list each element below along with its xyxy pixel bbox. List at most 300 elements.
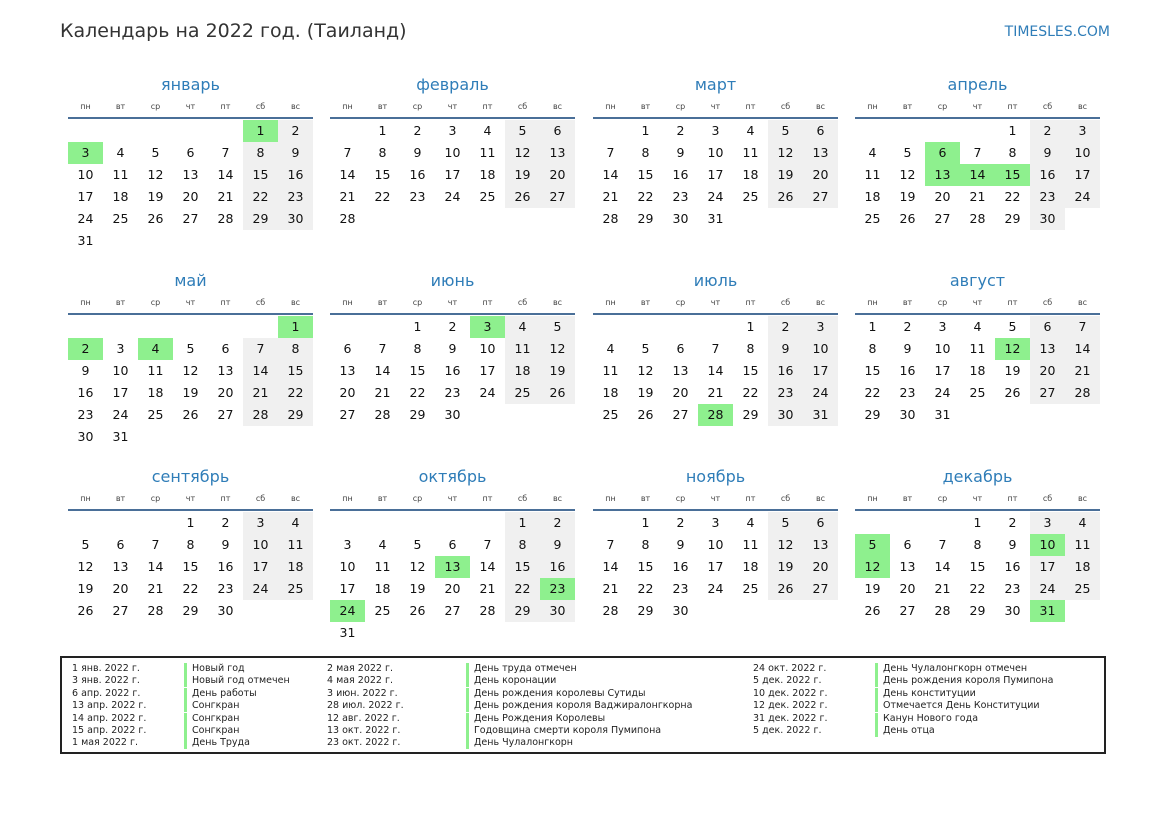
day-cell[interactable]: 16 xyxy=(1004,559,1021,574)
day-cell[interactable]: 23 xyxy=(278,186,313,208)
day-cell[interactable]: 13 xyxy=(925,164,960,186)
day-cell[interactable]: 30 xyxy=(1030,208,1065,230)
day-cell[interactable]: 18 xyxy=(147,385,164,400)
day-cell[interactable]: 2 xyxy=(676,515,685,530)
day-cell[interactable]: 20 xyxy=(899,581,916,596)
day-cell[interactable]: 23 xyxy=(1030,186,1065,208)
day-cell[interactable]: 1 xyxy=(278,316,313,338)
day-cell[interactable]: 9 xyxy=(540,534,575,556)
day-cell[interactable]: 2 xyxy=(1030,120,1065,142)
day-cell[interactable]: 18 xyxy=(864,189,881,204)
day-cell[interactable]: 24 xyxy=(243,578,278,600)
day-cell[interactable]: 17 xyxy=(934,363,951,378)
day-cell[interactable]: 6 xyxy=(221,341,230,356)
day-cell[interactable]: 9 xyxy=(81,363,90,378)
day-cell[interactable]: 27 xyxy=(444,603,461,618)
day-cell[interactable]: 13 xyxy=(803,534,838,556)
day-cell[interactable]: 22 xyxy=(742,385,759,400)
day-cell[interactable]: 2 xyxy=(413,123,422,138)
day-cell[interactable]: 20 xyxy=(934,189,951,204)
day-cell[interactable]: 30 xyxy=(1004,603,1021,618)
day-cell[interactable]: 8 xyxy=(1008,145,1017,160)
day-cell[interactable]: 1 xyxy=(186,515,195,530)
day-cell[interactable]: 19 xyxy=(182,385,199,400)
day-cell[interactable]: 7 xyxy=(938,537,947,552)
day-cell[interactable]: 9 xyxy=(413,145,422,160)
day-cell[interactable]: 26 xyxy=(540,382,575,404)
day-cell[interactable]: 21 xyxy=(339,189,356,204)
day-cell[interactable]: 13 xyxy=(803,142,838,164)
day-cell[interactable]: 30 xyxy=(444,407,461,422)
day-cell[interactable]: 20 xyxy=(803,556,838,578)
day-cell[interactable]: 15 xyxy=(278,360,313,382)
day-cell[interactable]: 8 xyxy=(641,537,650,552)
day-cell[interactable]: 16 xyxy=(768,360,803,382)
day-cell[interactable]: 8 xyxy=(378,145,387,160)
day-cell[interactable]: 5 xyxy=(768,512,803,534)
day-cell[interactable]: 6 xyxy=(803,512,838,534)
day-cell[interactable]: 21 xyxy=(147,581,164,596)
day-cell[interactable]: 12 xyxy=(505,142,540,164)
day-cell[interactable]: 22 xyxy=(374,189,391,204)
day-cell[interactable]: 9 xyxy=(278,142,313,164)
day-cell[interactable]: 14 xyxy=(707,363,724,378)
day-cell[interactable]: 13 xyxy=(182,167,199,182)
day-cell[interactable]: 13 xyxy=(435,556,470,578)
day-cell[interactable]: 10 xyxy=(479,341,496,356)
day-cell[interactable]: 18 xyxy=(602,385,619,400)
day-cell[interactable]: 24 xyxy=(707,189,724,204)
day-cell[interactable]: 16 xyxy=(77,385,94,400)
day-cell[interactable]: 24 xyxy=(112,407,129,422)
day-cell[interactable]: 21 xyxy=(934,581,951,596)
day-cell[interactable]: 30 xyxy=(672,603,689,618)
day-cell[interactable]: 1 xyxy=(378,123,387,138)
day-cell[interactable]: 19 xyxy=(637,385,654,400)
day-cell[interactable]: 2 xyxy=(540,512,575,534)
day-cell[interactable]: 18 xyxy=(1065,556,1100,578)
day-cell[interactable]: 24 xyxy=(1065,186,1100,208)
day-cell[interactable]: 9 xyxy=(676,145,685,160)
day-cell[interactable]: 25 xyxy=(374,603,391,618)
day-cell[interactable]: 8 xyxy=(186,537,195,552)
day-cell[interactable]: 25 xyxy=(742,189,759,204)
day-cell[interactable]: 15 xyxy=(637,167,654,182)
day-cell[interactable]: 14 xyxy=(217,167,234,182)
day-cell[interactable]: 30 xyxy=(77,429,94,444)
day-cell[interactable]: 6 xyxy=(186,145,195,160)
day-cell[interactable]: 1 xyxy=(505,512,540,534)
day-cell[interactable]: 11 xyxy=(1065,534,1100,556)
day-cell[interactable]: 29 xyxy=(278,404,313,426)
day-cell[interactable]: 7 xyxy=(221,145,230,160)
day-cell[interactable]: 31 xyxy=(803,404,838,426)
day-cell[interactable]: 26 xyxy=(768,186,803,208)
day-cell[interactable]: 31 xyxy=(707,211,724,226)
day-cell[interactable]: 10 xyxy=(339,559,356,574)
day-cell[interactable]: 28 xyxy=(602,211,619,226)
day-cell[interactable]: 7 xyxy=(483,537,492,552)
day-cell[interactable]: 4 xyxy=(1065,512,1100,534)
day-cell[interactable]: 7 xyxy=(973,145,982,160)
day-cell[interactable]: 21 xyxy=(1065,360,1100,382)
day-cell[interactable]: 18 xyxy=(278,556,313,578)
day-cell[interactable]: 2 xyxy=(221,515,230,530)
day-cell[interactable]: 7 xyxy=(151,537,160,552)
day-cell[interactable]: 17 xyxy=(339,581,356,596)
day-cell[interactable]: 3 xyxy=(1065,120,1100,142)
day-cell[interactable]: 15 xyxy=(637,559,654,574)
day-cell[interactable]: 17 xyxy=(1030,556,1065,578)
day-cell[interactable]: 11 xyxy=(864,167,881,182)
day-cell[interactable]: 15 xyxy=(243,164,278,186)
day-cell[interactable]: 21 xyxy=(602,189,619,204)
day-cell[interactable]: 3 xyxy=(711,123,720,138)
day-cell[interactable]: 29 xyxy=(742,407,759,422)
day-cell[interactable]: 26 xyxy=(768,578,803,600)
day-cell[interactable]: 2 xyxy=(448,319,457,334)
day-cell[interactable]: 6 xyxy=(116,537,125,552)
day-cell[interactable]: 19 xyxy=(77,581,94,596)
day-cell[interactable]: 12 xyxy=(768,142,803,164)
day-cell[interactable]: 23 xyxy=(217,581,234,596)
day-cell[interactable]: 25 xyxy=(278,578,313,600)
day-cell[interactable]: 10 xyxy=(1065,142,1100,164)
day-cell[interactable]: 2 xyxy=(903,319,912,334)
day-cell[interactable]: 23 xyxy=(409,189,426,204)
day-cell[interactable]: 16 xyxy=(444,363,461,378)
day-cell[interactable]: 13 xyxy=(899,559,916,574)
day-cell[interactable]: 7 xyxy=(1065,316,1100,338)
day-cell[interactable]: 8 xyxy=(973,537,982,552)
day-cell[interactable]: 6 xyxy=(448,537,457,552)
day-cell[interactable]: 4 xyxy=(378,537,387,552)
day-cell[interactable]: 16 xyxy=(672,559,689,574)
day-cell[interactable]: 5 xyxy=(186,341,195,356)
day-cell[interactable]: 17 xyxy=(479,363,496,378)
day-cell[interactable]: 29 xyxy=(1004,211,1021,226)
day-cell[interactable]: 28 xyxy=(1065,382,1100,404)
day-cell[interactable]: 20 xyxy=(217,385,234,400)
day-cell[interactable]: 5 xyxy=(768,120,803,142)
day-cell[interactable]: 21 xyxy=(479,581,496,596)
day-cell[interactable]: 3 xyxy=(803,316,838,338)
day-cell[interactable]: 27 xyxy=(182,211,199,226)
day-cell[interactable]: 27 xyxy=(112,603,129,618)
day-cell[interactable]: 27 xyxy=(217,407,234,422)
day-cell[interactable]: 7 xyxy=(243,338,278,360)
day-cell[interactable]: 12 xyxy=(77,559,94,574)
day-cell[interactable]: 20 xyxy=(112,581,129,596)
day-cell[interactable]: 21 xyxy=(217,189,234,204)
day-cell[interactable]: 16 xyxy=(899,363,916,378)
day-cell[interactable]: 9 xyxy=(1008,537,1017,552)
day-cell[interactable]: 25 xyxy=(864,211,881,226)
day-cell[interactable]: 21 xyxy=(243,382,278,404)
day-cell[interactable]: 30 xyxy=(217,603,234,618)
day-cell[interactable]: 31 xyxy=(339,625,356,640)
day-cell[interactable]: 28 xyxy=(339,211,356,226)
day-cell[interactable]: 4 xyxy=(973,319,982,334)
day-cell[interactable]: 3 xyxy=(470,316,505,338)
day-cell[interactable]: 25 xyxy=(479,189,496,204)
day-cell[interactable]: 14 xyxy=(1065,338,1100,360)
day-cell[interactable]: 29 xyxy=(409,407,426,422)
day-cell[interactable]: 14 xyxy=(602,167,619,182)
day-cell[interactable]: 10 xyxy=(803,338,838,360)
day-cell[interactable]: 25 xyxy=(602,407,619,422)
day-cell[interactable]: 26 xyxy=(77,603,94,618)
day-cell[interactable]: 29 xyxy=(864,407,881,422)
day-cell[interactable]: 30 xyxy=(899,407,916,422)
day-cell[interactable]: 9 xyxy=(903,341,912,356)
day-cell[interactable]: 1 xyxy=(973,515,982,530)
day-cell[interactable]: 8 xyxy=(413,341,422,356)
day-cell[interactable]: 10 xyxy=(77,167,94,182)
day-cell[interactable]: 27 xyxy=(899,603,916,618)
day-cell[interactable]: 20 xyxy=(672,385,689,400)
day-cell[interactable]: 28 xyxy=(602,603,619,618)
day-cell[interactable]: 19 xyxy=(147,189,164,204)
day-cell[interactable]: 23 xyxy=(77,407,94,422)
day-cell[interactable]: 28 xyxy=(147,603,164,618)
day-cell[interactable]: 6 xyxy=(540,120,575,142)
day-cell[interactable]: 25 xyxy=(147,407,164,422)
day-cell[interactable]: 22 xyxy=(278,382,313,404)
day-cell[interactable]: 12 xyxy=(540,338,575,360)
day-cell[interactable]: 4 xyxy=(868,145,877,160)
day-cell[interactable]: 7 xyxy=(711,341,720,356)
day-cell[interactable]: 11 xyxy=(969,341,986,356)
day-cell[interactable]: 9 xyxy=(1030,142,1065,164)
day-cell[interactable]: 16 xyxy=(409,167,426,182)
day-cell[interactable]: 9 xyxy=(676,537,685,552)
day-cell[interactable]: 28 xyxy=(217,211,234,226)
day-cell[interactable]: 10 xyxy=(1030,534,1065,556)
day-cell[interactable]: 17 xyxy=(707,559,724,574)
day-cell[interactable]: 13 xyxy=(339,363,356,378)
day-cell[interactable]: 16 xyxy=(1030,164,1065,186)
day-cell[interactable]: 1 xyxy=(1008,123,1017,138)
day-cell[interactable]: 8 xyxy=(505,534,540,556)
day-cell[interactable]: 14 xyxy=(602,559,619,574)
day-cell[interactable]: 11 xyxy=(112,167,129,182)
day-cell[interactable]: 12 xyxy=(637,363,654,378)
day-cell[interactable]: 14 xyxy=(374,363,391,378)
day-cell[interactable]: 29 xyxy=(637,603,654,618)
day-cell[interactable]: 23 xyxy=(1004,581,1021,596)
day-cell[interactable]: 5 xyxy=(540,316,575,338)
day-cell[interactable]: 20 xyxy=(803,164,838,186)
day-cell[interactable]: 22 xyxy=(409,385,426,400)
day-cell[interactable]: 14 xyxy=(147,559,164,574)
day-cell[interactable]: 12 xyxy=(409,559,426,574)
day-cell[interactable]: 31 xyxy=(112,429,129,444)
day-cell[interactable]: 22 xyxy=(637,189,654,204)
day-cell[interactable]: 27 xyxy=(540,186,575,208)
day-cell[interactable]: 4 xyxy=(483,123,492,138)
day-cell[interactable]: 17 xyxy=(243,556,278,578)
day-cell[interactable]: 6 xyxy=(803,120,838,142)
day-cell[interactable]: 12 xyxy=(182,363,199,378)
day-cell[interactable]: 18 xyxy=(112,189,129,204)
day-cell[interactable]: 3 xyxy=(938,319,947,334)
day-cell[interactable]: 27 xyxy=(672,407,689,422)
day-cell[interactable]: 28 xyxy=(698,404,733,426)
day-cell[interactable]: 15 xyxy=(182,559,199,574)
day-cell[interactable]: 12 xyxy=(855,556,890,578)
day-cell[interactable]: 21 xyxy=(374,385,391,400)
day-cell[interactable]: 9 xyxy=(768,338,803,360)
day-cell[interactable]: 12 xyxy=(899,167,916,182)
day-cell[interactable]: 14 xyxy=(243,360,278,382)
day-cell[interactable]: 11 xyxy=(505,338,540,360)
day-cell[interactable]: 1 xyxy=(641,515,650,530)
day-cell[interactable]: 19 xyxy=(768,164,803,186)
day-cell[interactable]: 1 xyxy=(243,120,278,142)
day-cell[interactable]: 28 xyxy=(934,603,951,618)
day-cell[interactable]: 26 xyxy=(505,186,540,208)
day-cell[interactable]: 10 xyxy=(243,534,278,556)
day-cell[interactable]: 18 xyxy=(374,581,391,596)
day-cell[interactable]: 14 xyxy=(934,559,951,574)
day-cell[interactable]: 4 xyxy=(278,512,313,534)
day-cell[interactable]: 14 xyxy=(339,167,356,182)
day-cell[interactable]: 8 xyxy=(641,145,650,160)
day-cell[interactable]: 12 xyxy=(147,167,164,182)
day-cell[interactable]: 25 xyxy=(112,211,129,226)
day-cell[interactable]: 4 xyxy=(606,341,615,356)
day-cell[interactable]: 12 xyxy=(995,338,1030,360)
day-cell[interactable]: 30 xyxy=(672,211,689,226)
day-cell[interactable]: 28 xyxy=(969,211,986,226)
day-cell[interactable]: 18 xyxy=(742,559,759,574)
day-cell[interactable]: 3 xyxy=(448,123,457,138)
day-cell[interactable]: 10 xyxy=(444,145,461,160)
day-cell[interactable]: 5 xyxy=(855,534,890,556)
day-cell[interactable]: 20 xyxy=(540,164,575,186)
day-cell[interactable]: 13 xyxy=(1030,338,1065,360)
day-cell[interactable]: 20 xyxy=(1030,360,1065,382)
day-cell[interactable]: 4 xyxy=(138,338,173,360)
day-cell[interactable]: 18 xyxy=(742,167,759,182)
day-cell[interactable]: 22 xyxy=(637,581,654,596)
day-cell[interactable]: 11 xyxy=(742,537,759,552)
day-cell[interactable]: 19 xyxy=(899,189,916,204)
day-cell[interactable]: 18 xyxy=(479,167,496,182)
day-cell[interactable]: 30 xyxy=(540,600,575,622)
day-cell[interactable]: 11 xyxy=(742,145,759,160)
day-cell[interactable]: 17 xyxy=(112,385,129,400)
day-cell[interactable]: 10 xyxy=(112,363,129,378)
day-cell[interactable]: 5 xyxy=(641,341,650,356)
day-cell[interactable]: 24 xyxy=(803,382,838,404)
day-cell[interactable]: 6 xyxy=(903,537,912,552)
day-cell[interactable]: 29 xyxy=(182,603,199,618)
day-cell[interactable]: 26 xyxy=(864,603,881,618)
day-cell[interactable]: 4 xyxy=(746,123,755,138)
day-cell[interactable]: 26 xyxy=(182,407,199,422)
day-cell[interactable]: 9 xyxy=(221,537,230,552)
day-cell[interactable]: 24 xyxy=(77,211,94,226)
day-cell[interactable]: 23 xyxy=(672,189,689,204)
day-cell[interactable]: 1 xyxy=(746,319,755,334)
day-cell[interactable]: 8 xyxy=(746,341,755,356)
day-cell[interactable]: 27 xyxy=(803,186,838,208)
brand-link[interactable]: TIMESLES.COM xyxy=(1004,24,1110,40)
day-cell[interactable]: 30 xyxy=(278,208,313,230)
day-cell[interactable]: 23 xyxy=(444,385,461,400)
day-cell[interactable]: 23 xyxy=(768,382,803,404)
day-cell[interactable]: 19 xyxy=(1004,363,1021,378)
day-cell[interactable]: 29 xyxy=(505,600,540,622)
day-cell[interactable]: 19 xyxy=(505,164,540,186)
day-cell[interactable]: 3 xyxy=(68,142,103,164)
day-cell[interactable]: 17 xyxy=(444,167,461,182)
day-cell[interactable]: 28 xyxy=(374,407,391,422)
day-cell[interactable]: 1 xyxy=(413,319,422,334)
day-cell[interactable]: 23 xyxy=(899,385,916,400)
day-cell[interactable]: 13 xyxy=(112,559,129,574)
day-cell[interactable]: 6 xyxy=(925,142,960,164)
day-cell[interactable]: 5 xyxy=(151,145,160,160)
day-cell[interactable]: 19 xyxy=(864,581,881,596)
day-cell[interactable]: 16 xyxy=(672,167,689,182)
day-cell[interactable]: 2 xyxy=(768,316,803,338)
day-cell[interactable]: 10 xyxy=(707,537,724,552)
day-cell[interactable]: 26 xyxy=(637,407,654,422)
day-cell[interactable]: 8 xyxy=(278,338,313,360)
day-cell[interactable]: 11 xyxy=(479,145,496,160)
day-cell[interactable]: 11 xyxy=(374,559,391,574)
day-cell[interactable]: 2 xyxy=(278,120,313,142)
day-cell[interactable]: 27 xyxy=(803,578,838,600)
day-cell[interactable]: 2 xyxy=(68,338,103,360)
day-cell[interactable]: 22 xyxy=(1004,189,1021,204)
day-cell[interactable]: 3 xyxy=(1030,512,1065,534)
day-cell[interactable]: 8 xyxy=(243,142,278,164)
day-cell[interactable]: 29 xyxy=(637,211,654,226)
day-cell[interactable]: 21 xyxy=(707,385,724,400)
day-cell[interactable]: 15 xyxy=(742,363,759,378)
day-cell[interactable]: 4 xyxy=(116,145,125,160)
day-cell[interactable]: 5 xyxy=(903,145,912,160)
day-cell[interactable]: 3 xyxy=(116,341,125,356)
day-cell[interactable]: 16 xyxy=(540,556,575,578)
day-cell[interactable]: 20 xyxy=(444,581,461,596)
day-cell[interactable]: 24 xyxy=(934,385,951,400)
day-cell[interactable]: 22 xyxy=(969,581,986,596)
day-cell[interactable]: 2 xyxy=(676,123,685,138)
day-cell[interactable]: 30 xyxy=(768,404,803,426)
day-cell[interactable]: 13 xyxy=(540,142,575,164)
day-cell[interactable]: 13 xyxy=(217,363,234,378)
day-cell[interactable]: 28 xyxy=(479,603,496,618)
day-cell[interactable]: 18 xyxy=(969,363,986,378)
day-cell[interactable]: 22 xyxy=(243,186,278,208)
day-cell[interactable]: 15 xyxy=(409,363,426,378)
day-cell[interactable]: 19 xyxy=(540,360,575,382)
day-cell[interactable]: 25 xyxy=(969,385,986,400)
day-cell[interactable]: 13 xyxy=(672,363,689,378)
day-cell[interactable]: 3 xyxy=(343,537,352,552)
day-cell[interactable]: 23 xyxy=(672,581,689,596)
day-cell[interactable]: 6 xyxy=(343,341,352,356)
day-cell[interactable]: 22 xyxy=(182,581,199,596)
day-cell[interactable]: 3 xyxy=(711,515,720,530)
day-cell[interactable]: 15 xyxy=(969,559,986,574)
day-cell[interactable]: 20 xyxy=(182,189,199,204)
